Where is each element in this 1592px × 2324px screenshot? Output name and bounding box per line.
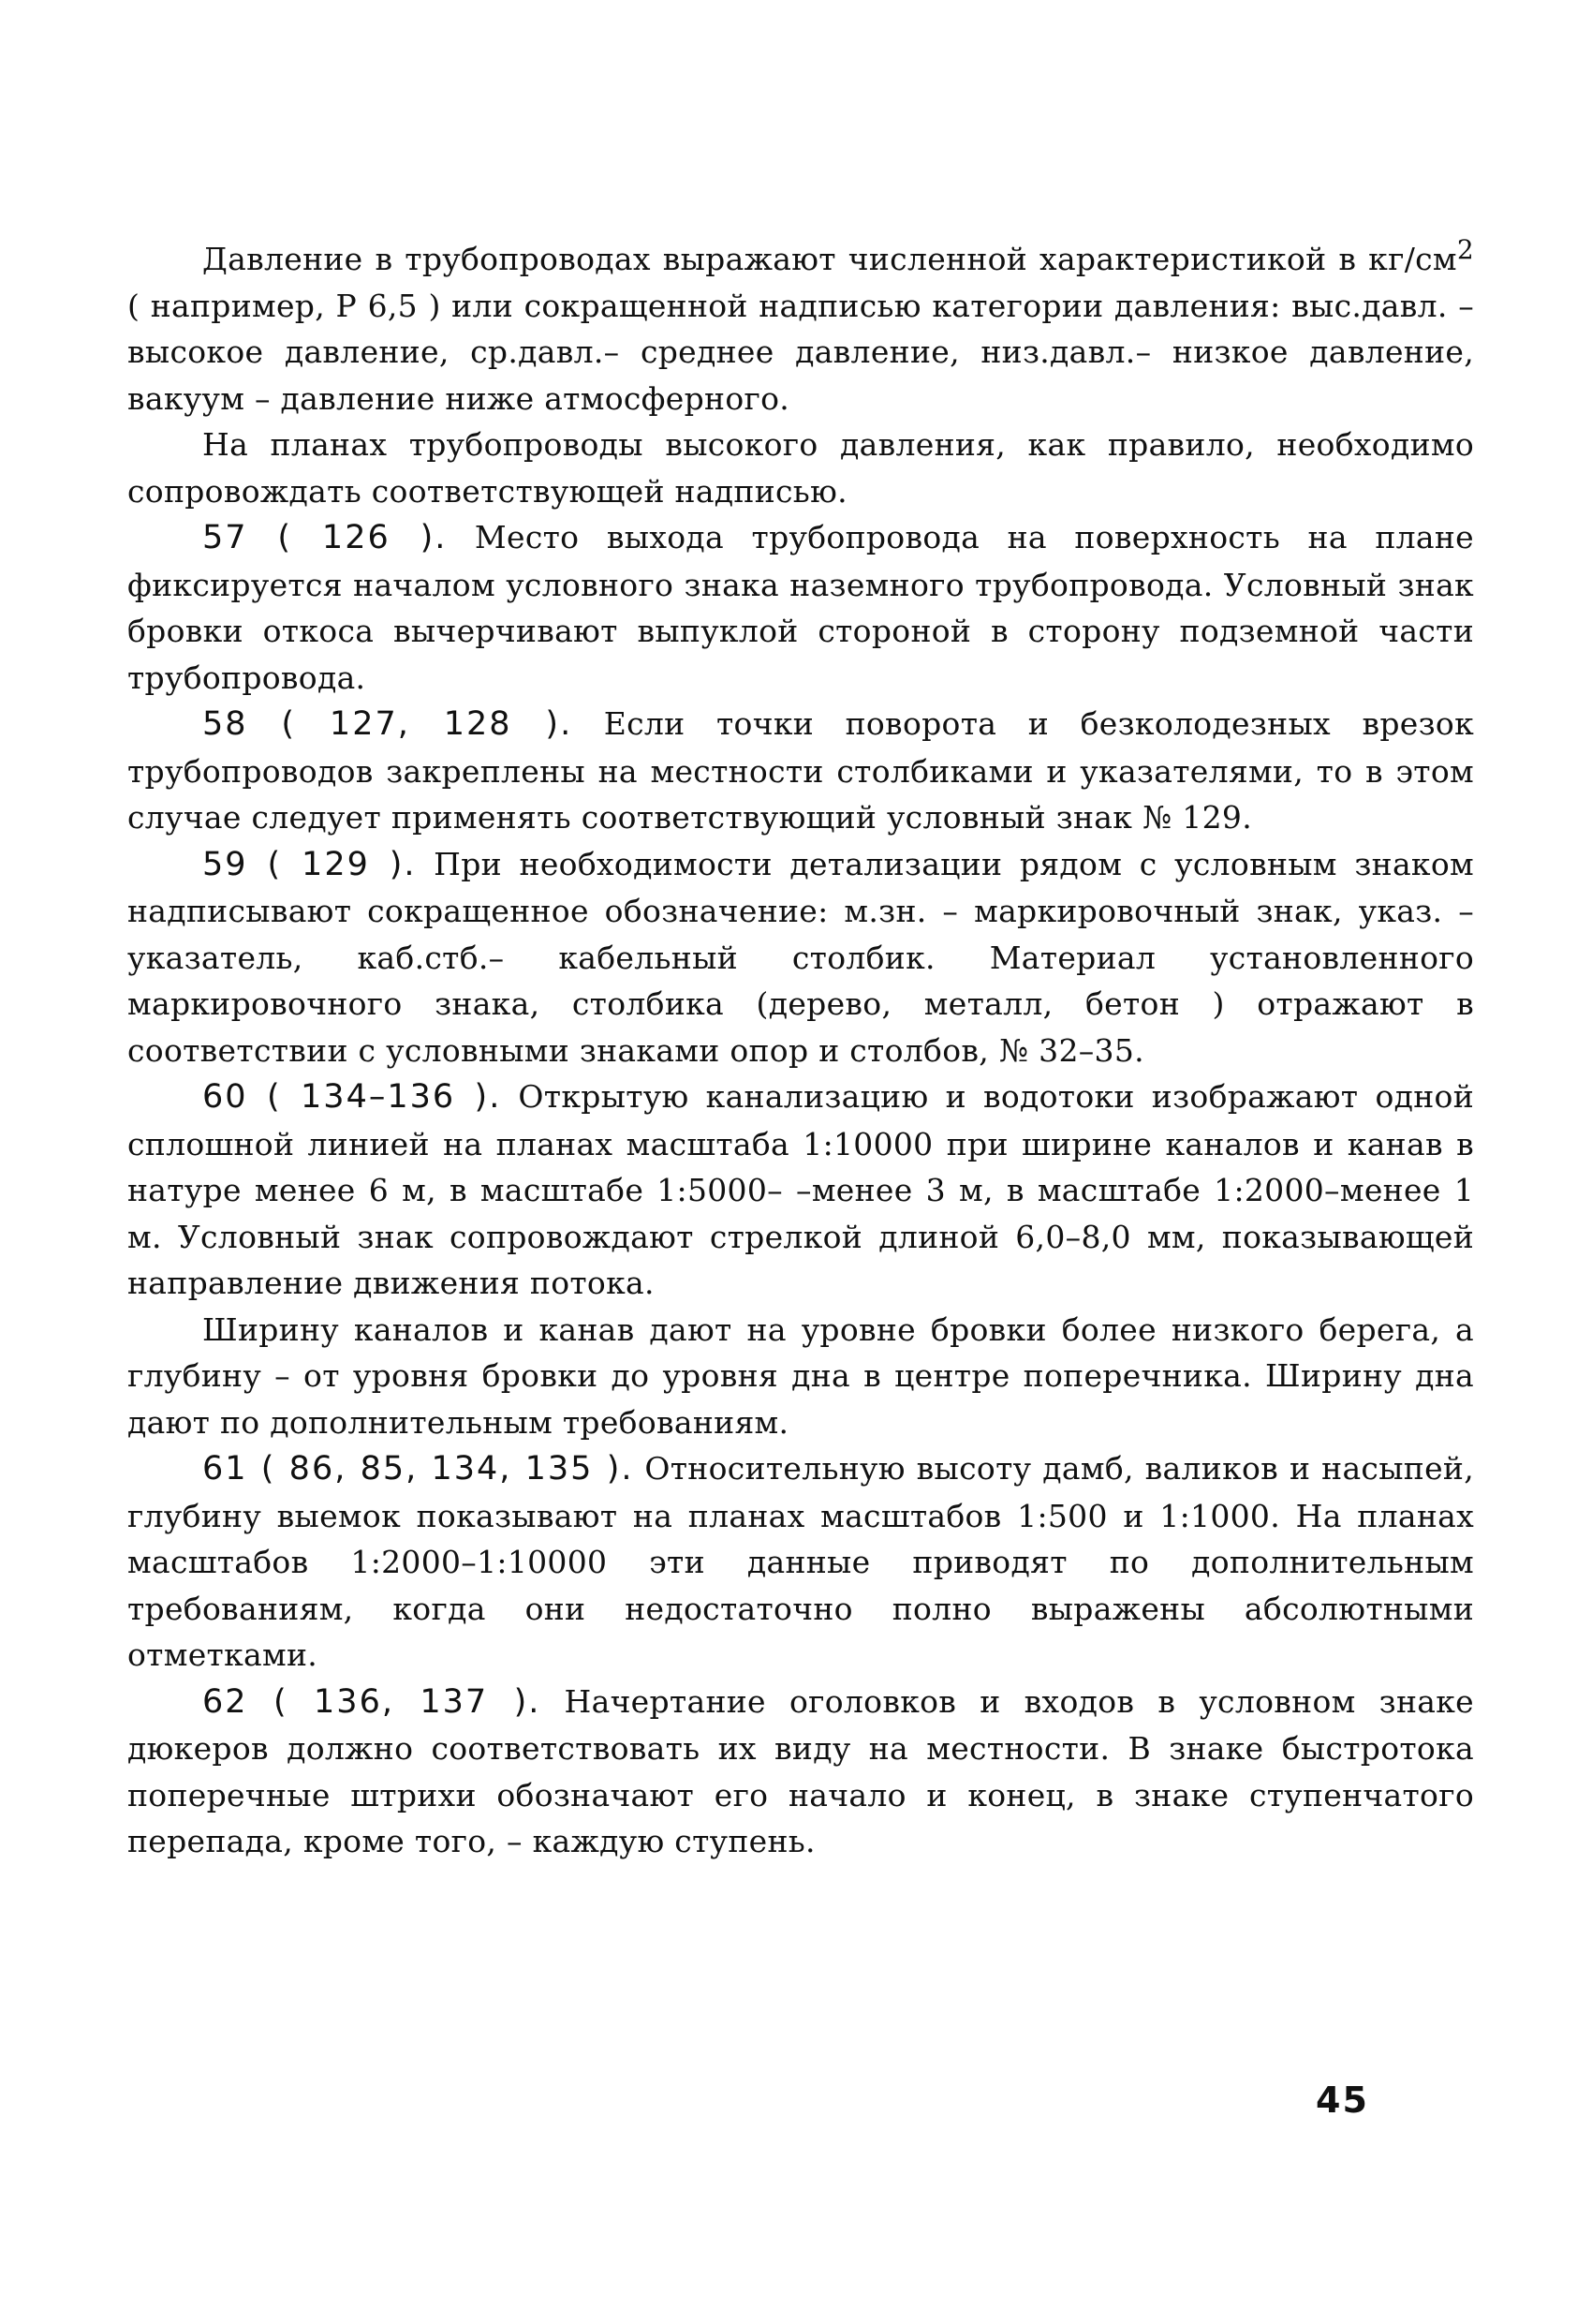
section-number: 58 ( 127, 128 ). (202, 705, 573, 743)
section-number: 62 ( 136, 137 ). (202, 1682, 541, 1721)
page-number: 45 (1316, 2080, 1369, 2121)
paragraph-channel-width (127, 1307, 1474, 1446)
paragraph-text: Если точки поворота и безколодезных врезок трубопроводов закреплены на местности столбиками и указателями, то в этом случае следует применять соответствующий условный знак № 129. (127, 705, 1474, 836)
section-number: 59 ( 129 ). (202, 845, 417, 883)
paragraph-text: На планах трубопроводы высокого давления, как правило, необходимо сопровождать соответствующей надписью. (127, 426, 1474, 510)
paragraph-62 (127, 1679, 1474, 1865)
paragraph-text: Место выхода трубопровода на поверхность на плане фиксируется началом условного знака наземного трубопровода. Условный знак бровки откоса вычерчивают выпуклой стороной в сторону подземной части трубопровода. (127, 519, 1474, 696)
paragraph-60 (127, 1073, 1474, 1307)
paragraph-pressure-notation (127, 236, 1474, 422)
paragraph-61 (127, 1445, 1474, 1679)
body-text (127, 236, 1474, 1865)
paragraph-high-pressure (127, 422, 1474, 514)
paragraph-59 (127, 841, 1474, 1074)
paragraph-58 (127, 701, 1474, 841)
paragraph-text: Ширину каналов и канав дают на уровне бровки более низкого берега, а глубину – от уровня бровки до уровня дна в центре поперечника. Ширину дна дают по дополнительным требованиям. (127, 1310, 1474, 1441)
section-number: 57 ( 126 ). (202, 519, 448, 556)
paragraph-text: Открытую канализацию и водотоки изображают одной сплошной линией на планах масштаба 1:10000 при ширине каналов и канав в натуре менее 6 м, в масштабе 1:5000– –менее 3 м, в масштабе 1:2000–менее 1 м. Условный знак сопровождают стрелкой длиной 6,0–8,0 мм, показывающей направление движения потока. (127, 1078, 1474, 1301)
paragraph-text: Начертание оголовков и входов в условном знаке дюкеров должно соответствовать их виду на местности. В знаке быстротока поперечные штрихи обозначают его начало и конец, в знаке ступенчатого перепада, кроме того, – каждую ступень. (127, 1682, 1474, 1859)
paragraph-text: При необходимости детализации рядом с условным знаком надписывают сокращенное обозначение: м.зн. – маркировочный знак, указ. – указатель, каб.стб.– кабельный столбик. Материал установленного маркировочного знака, столбика (дерево, металл, бетон ) отражают в соответствии с условными знаками опор и столбов, № 32–35. (127, 845, 1474, 1069)
paragraph-text: ( например, Р 6,5 ) или сокращенной надписью категории давления: выс.давл. – высокое давление, ср.давл.– среднее давление, низ.давл.– низкое давление, вакуум – давление ниже атмосферного. (127, 287, 1474, 417)
superscript: 2 (1456, 234, 1474, 265)
paragraph-57 (127, 514, 1474, 701)
paragraph-text: Относительную высоту дамб, валиков и насыпей, глубину выемок показывают на планах масштабов 1:500 и 1:1000. На планах масштабов 1:2000–1:10000 эти данные приводят по дополнительным требованиям, когда они недостаточно полно выражены абсолютными отметками. (127, 1450, 1474, 1673)
section-number: 61 ( 86, 85, 134, 135 ). (202, 1450, 634, 1488)
paragraph-text: Давление в трубопроводах выражают численной характеристикой в кг/см (202, 241, 1457, 277)
section-number: 60 ( 134–136 ). (202, 1078, 502, 1116)
